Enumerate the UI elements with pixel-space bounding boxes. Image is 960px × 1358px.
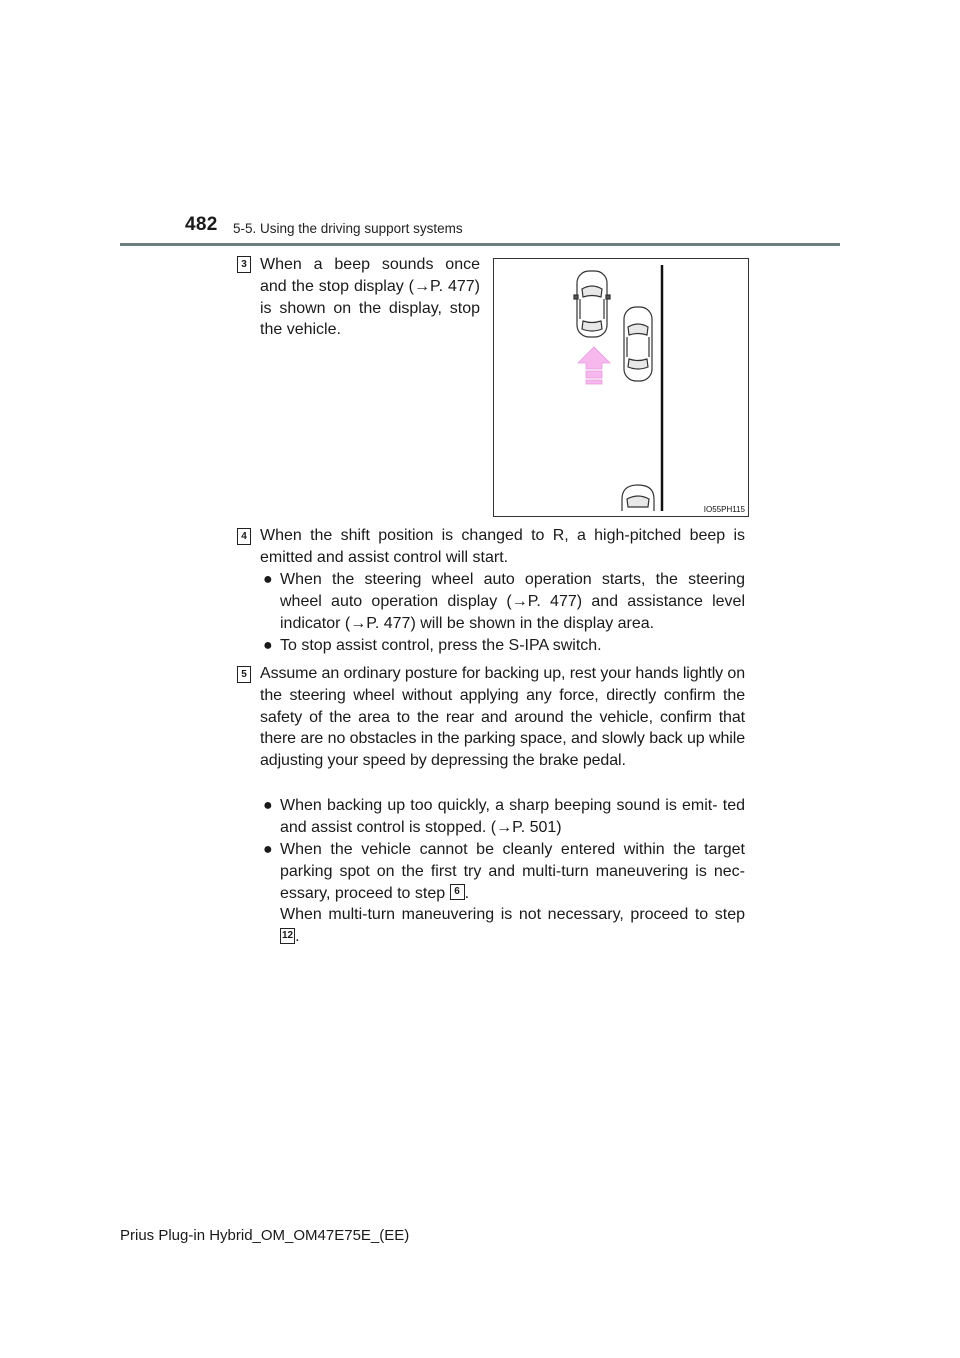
step-5-bullet-2-text: When the vehicle cannot be cleanly entered within the target parking spot on the first try and multi-turn maneuvering is nec- essary, proceed to step — [280, 841, 745, 902]
rear-vehicle-icon — [622, 485, 654, 511]
step-4-bullet-2: To stop assist control, press the S-IPA switch. — [280, 637, 602, 654]
step-3-line-1: When a beep sounds once — [260, 256, 480, 273]
document-id: Prius Plug-in Hybrid_OM_OM47E75E_(EE) — [120, 1227, 410, 1244]
page-number: 482 — [185, 214, 218, 235]
period: . — [464, 884, 470, 902]
step-3-line-4: the vehicle. — [260, 321, 341, 339]
period: . — [295, 928, 300, 946]
bullet-icon: ● — [263, 571, 273, 588]
step-badge-4: 4 — [237, 528, 251, 545]
step-5-text: Assume an ordinary posture for backing up, rest your hands lightly on the steering wheel without applying any force, directly confirm the safety of the area to the rear and around the vehicle, confirm that there are no obstacles in the parking space, and slowly back up while adjusting your speed by depressing the brake pedal. — [260, 665, 745, 770]
bullet-icon: ● — [263, 637, 273, 654]
step-3-text — [260, 254, 480, 341]
step-ref-6: 6 — [450, 884, 465, 900]
bullet-icon: ● — [263, 841, 273, 858]
parking-diagram — [494, 259, 750, 518]
parked-vehicle-icon — [624, 307, 652, 381]
step-badge-5: 5 — [237, 666, 251, 683]
step-4-bullet-1: When the steering wheel auto operation starts, the steering wheel auto operation display (→P. 477) and assistance level indicator (→P. 477) will be shown in the display area. — [280, 571, 745, 632]
forward-arrow-icon — [578, 347, 610, 384]
step-5-bullet-1: When backing up too quickly, a sharp beeping sound is emit- ted and assist control is stopped. (→P. 501) — [280, 797, 745, 836]
step-3-line-2: and the stop display (→P. 477) — [260, 277, 480, 295]
bullet-icon: ● — [263, 797, 273, 814]
step-4-text: When the shift position is changed to R, a high-pitched beep is emitted and assist control will start. — [260, 527, 745, 566]
step-badge-3: 3 — [237, 256, 251, 273]
step-5-bullet-2-line-2: When multi-turn maneuvering is not necessary, proceed to step — [280, 906, 745, 924]
parking-illustration — [493, 258, 749, 517]
own-vehicle-icon — [574, 271, 610, 337]
header-rule — [120, 243, 840, 246]
figure-code: IO55PH115 — [703, 505, 745, 514]
step-5-bullet-2 — [280, 839, 745, 948]
section-title: 5-5. Using the driving support systems — [233, 221, 463, 236]
step-3-line-3: is shown on the display, stop — [260, 299, 480, 317]
step-ref-12: 12 — [280, 928, 295, 944]
